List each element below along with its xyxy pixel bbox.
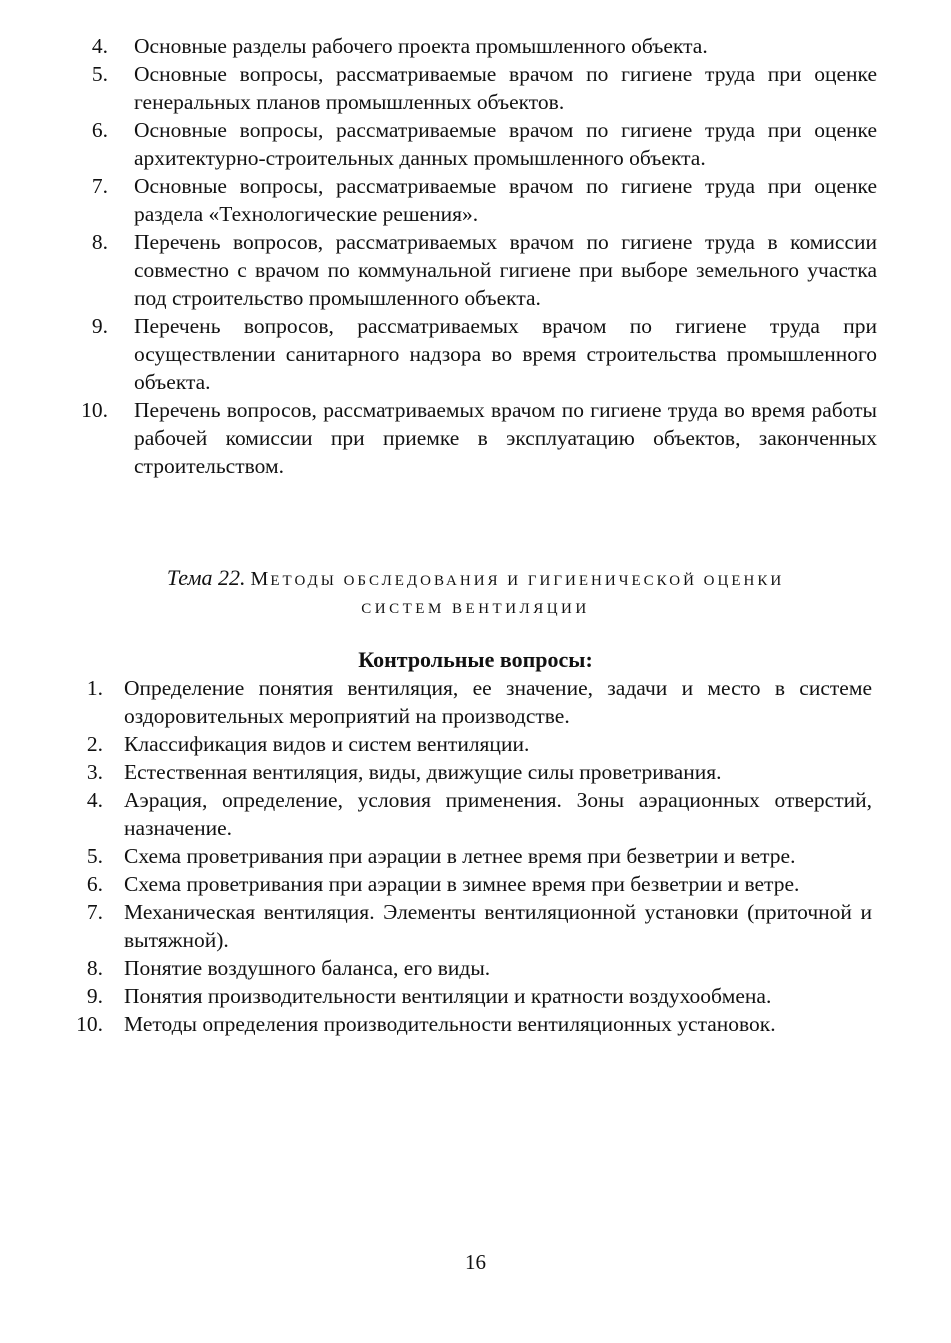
questions-list-previous-topic — [80, 32, 877, 480]
list-item — [80, 228, 877, 312]
item-number: 9. — [86, 984, 103, 1008]
topic-title-text — [250, 568, 785, 590]
item-text: Методы определения производительности вентиляционных установок. — [124, 1012, 776, 1036]
item-text: Определение понятия вентиляция, ее значение, задачи и место в системе оздоровительных мероприятий на производстве. — [124, 676, 872, 728]
item-text: Понятие воздушного баланса, его виды. — [124, 956, 491, 980]
section-heading: Контрольные вопросы: — [358, 647, 593, 672]
item-number: 6. — [86, 872, 103, 896]
item-text: Перечень вопросов, рассматриваемых врачом по гигиене труда в комиссии совместно с врачом по коммунальной гигиене при выборе земельного участка под строительство промышленного объекта. — [134, 230, 877, 310]
control-questions-list — [75, 674, 872, 1038]
list-item — [80, 116, 877, 172]
item-number: 8. — [91, 230, 108, 254]
list-item — [80, 32, 877, 60]
item-number: 4. — [86, 788, 103, 812]
topic-title-line1 — [60, 563, 891, 596]
item-text: Понятия производительности вентиляции и кратности воздухообмена. — [124, 984, 772, 1008]
item-text: Основные вопросы, рассматриваемые врачом по гигиене труда при оценке генеральных планов промышленных объектов. — [134, 62, 877, 114]
list-item — [75, 898, 872, 954]
item-number: 7. — [91, 174, 108, 198]
list-item — [75, 982, 872, 1010]
topic-title-line2: СИСТЕМ ВЕНТИЛЯЦИИ — [361, 601, 590, 617]
item-text: Основные разделы рабочего проекта промышленного объекта. — [134, 34, 708, 58]
item-text: Естественная вентиляция, виды, движущие силы проветривания. — [124, 760, 722, 784]
item-text: Механическая вентиляция. Элементы вентиляционной установки (приточной и вытяжной). — [124, 900, 872, 952]
item-number: 5. — [91, 62, 108, 86]
item-number: 3. — [86, 760, 103, 784]
list-item — [75, 1010, 872, 1038]
list-item — [80, 172, 877, 228]
item-number: 9. — [91, 314, 108, 338]
item-number: 7. — [86, 900, 103, 924]
list-item — [75, 954, 872, 982]
item-text: Классификация видов и систем вентиляции. — [124, 732, 530, 756]
list-item — [75, 674, 872, 730]
item-number: 4. — [91, 34, 108, 58]
list-item — [75, 786, 872, 842]
list-item — [75, 730, 872, 758]
item-text: Аэрация, определение, условия применения. Зоны аэрационных отверстий, назначение. — [124, 788, 872, 840]
topic-label: Тема 22. — [166, 565, 246, 590]
item-number: 6. — [91, 118, 108, 142]
list-item — [75, 842, 872, 870]
item-number: 2. — [86, 732, 103, 756]
topic-title-rest: ЕТОДЫ ОБСЛЕДОВАНИЯ И ГИГИЕНИЧЕСКОЙ ОЦЕНКИ — [270, 573, 785, 589]
list-item — [75, 758, 872, 786]
item-text: Основные вопросы, рассматриваемые врачом по гигиене труда при оценке архитектурно-строительных данных промышленного объекта. — [134, 118, 877, 170]
list-item — [75, 870, 872, 898]
item-text: Основные вопросы, рассматриваемые врачом по гигиене труда при оценке раздела «Технологические решения». — [134, 174, 877, 226]
item-number: 1. — [86, 676, 103, 700]
topic-title — [60, 563, 891, 622]
item-text: Перечень вопросов, рассматриваемых врачом по гигиене труда при осуществлении санитарного надзора во время строительства промышленного объекта. — [134, 314, 877, 394]
list-item — [80, 312, 877, 396]
list-item — [80, 396, 877, 480]
item-number: 10. — [81, 398, 108, 422]
item-number: 8. — [86, 956, 103, 980]
page-number: 16 — [465, 1250, 486, 1274]
item-text: Перечень вопросов, рассматриваемых врачом по гигиене труда во время работы рабочей комиссии при приемке в эксплуатацию объектов, законченных строительством. — [134, 398, 877, 478]
item-number: 5. — [86, 844, 103, 868]
item-text: Схема проветривания при аэрации в зимнее время при безветрии и ветре. — [124, 872, 800, 896]
list-item — [80, 60, 877, 116]
item-number: 10. — [76, 1012, 103, 1036]
item-text: Схема проветривания при аэрации в летнее время при безветрии и ветре. — [124, 844, 796, 868]
topic-title-initial: М — [250, 568, 271, 590]
